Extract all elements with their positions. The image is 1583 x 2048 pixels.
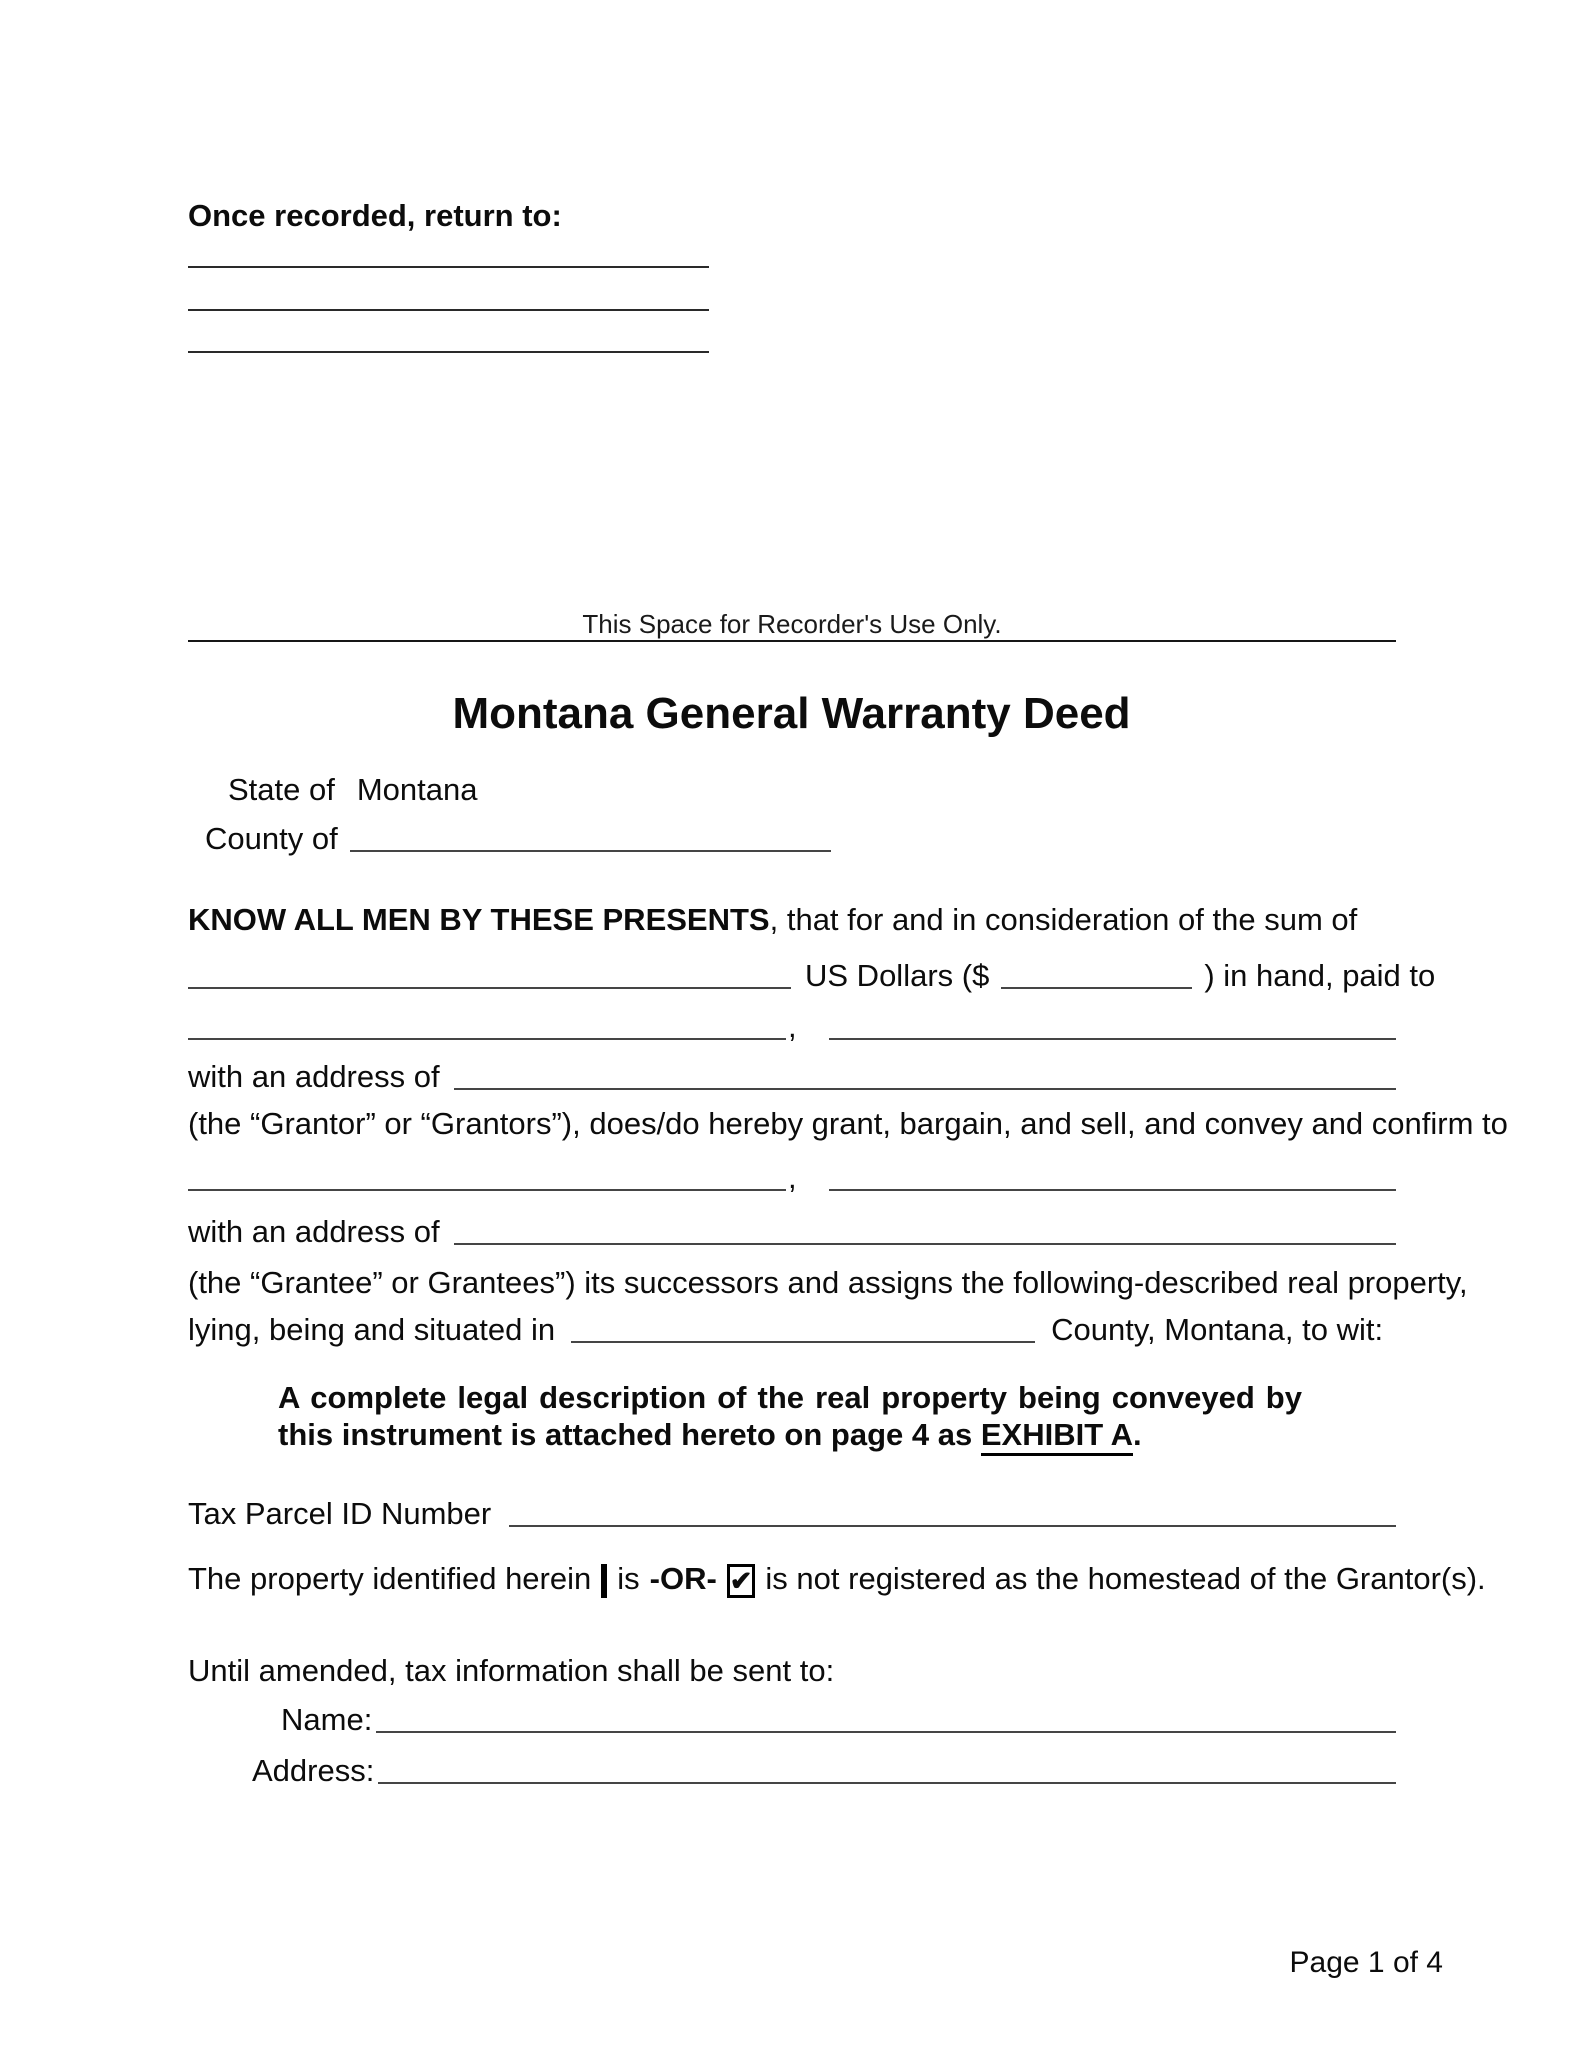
grantor-name-separator: , — [788, 1009, 797, 1044]
tax-address-field[interactable] — [378, 1757, 1396, 1784]
county-field[interactable] — [350, 825, 831, 852]
consideration-row — [188, 957, 1436, 995]
homestead-row — [188, 1560, 1486, 1598]
tax-parcel-label: Tax Parcel ID Number — [188, 1496, 492, 1531]
grantee-name-field-2[interactable] — [829, 1164, 1396, 1191]
situated-label: lying, being and situated in — [188, 1312, 556, 1347]
legal-description-text: A complete legal description of the real property being conveyed by this instrument is attached hereto on page 4 as — [278, 1380, 1302, 1452]
grantee-name-separator: , — [788, 1160, 797, 1195]
grantee-clause: (the “Grantee” or Grantees”) its successors and assigns the following-described real property, — [188, 1265, 1468, 1300]
grantee-address-row — [188, 1213, 1396, 1251]
homestead-or-label: -OR- — [649, 1561, 717, 1596]
county-of-label: County of — [205, 821, 338, 856]
grantor-address-row — [188, 1058, 1396, 1096]
grantor-clause: (the “Grantor” or “Grantors”), does/do hereby grant, bargain, and sell, and convey and confirm to — [188, 1106, 1508, 1141]
homestead-is-label: is — [617, 1561, 640, 1596]
grantee-address-label: with an address of — [188, 1214, 440, 1249]
county-of-row — [205, 820, 1298, 858]
grantee-name-field-1[interactable] — [188, 1164, 786, 1191]
grantee-names-row — [188, 1159, 1396, 1197]
situated-county-field[interactable] — [571, 1316, 1035, 1343]
tax-parcel-field[interactable] — [509, 1500, 1396, 1527]
know-presents-rest: , that for and in consideration of the sum of — [769, 902, 1358, 937]
return-address-line-2[interactable] — [188, 309, 709, 311]
dollar-amount-field[interactable] — [1001, 962, 1192, 989]
grantor-address-field[interactable] — [454, 1063, 1396, 1090]
return-to-label: Once recorded, return to: — [188, 198, 562, 233]
recorder-space-divider — [188, 604, 1396, 642]
tax-name-label: Name: — [281, 1702, 373, 1737]
exhibit-a-reference: EXHIBIT A — [981, 1417, 1133, 1456]
situated-suffix: County, Montana, to wit: — [1051, 1312, 1384, 1347]
know-presents-bold: KNOW ALL MEN BY THESE PRESENTS — [188, 902, 770, 937]
grantor-name-field-1[interactable] — [188, 1013, 786, 1040]
grantor-address-label: with an address of — [188, 1059, 440, 1094]
tax-info-label: Until amended, tax information shall be sent to: — [188, 1653, 835, 1688]
return-address-line-1[interactable] — [188, 266, 709, 268]
know-presents-row — [188, 901, 1357, 939]
tax-address-label: Address: — [252, 1753, 375, 1788]
legal-description-paragraph — [278, 1379, 1302, 1453]
grantor-name-field-2[interactable] — [829, 1013, 1396, 1040]
consideration-amount-field[interactable] — [188, 962, 791, 989]
homestead-is-checkbox[interactable] — [601, 1564, 607, 1598]
return-address-line-3[interactable] — [188, 351, 709, 353]
us-dollars-label: US Dollars ($ — [805, 958, 990, 993]
legal-description-period: . — [1132, 1417, 1142, 1452]
situated-row — [188, 1311, 1396, 1349]
homestead-is-not-checkbox[interactable] — [727, 1564, 756, 1598]
tax-name-row — [281, 1701, 1396, 1739]
grantor-names-row — [188, 1008, 1396, 1046]
page-title: Montana General Warranty Deed — [452, 689, 1131, 738]
tax-name-field[interactable] — [376, 1706, 1396, 1733]
homestead-is-not-label: is not registered as the homestead of the Grantor(s). — [765, 1561, 1486, 1596]
homestead-prefix: The property identified herein — [188, 1561, 592, 1596]
page-number: Page 1 of 4 — [1289, 1946, 1443, 1979]
recorder-space-note: This Space for Recorder's Use Only. — [582, 609, 1002, 639]
state-of-label: State of — [228, 772, 335, 807]
grantee-address-field[interactable] — [454, 1218, 1396, 1245]
tax-parcel-row — [188, 1495, 1396, 1533]
tax-address-row — [252, 1752, 1396, 1790]
checkmark-icon: ✔ — [729, 1566, 753, 1596]
state-value: Montana — [356, 772, 478, 807]
state-of-row — [228, 771, 478, 809]
in-hand-label: ) in hand, paid to — [1204, 958, 1436, 993]
